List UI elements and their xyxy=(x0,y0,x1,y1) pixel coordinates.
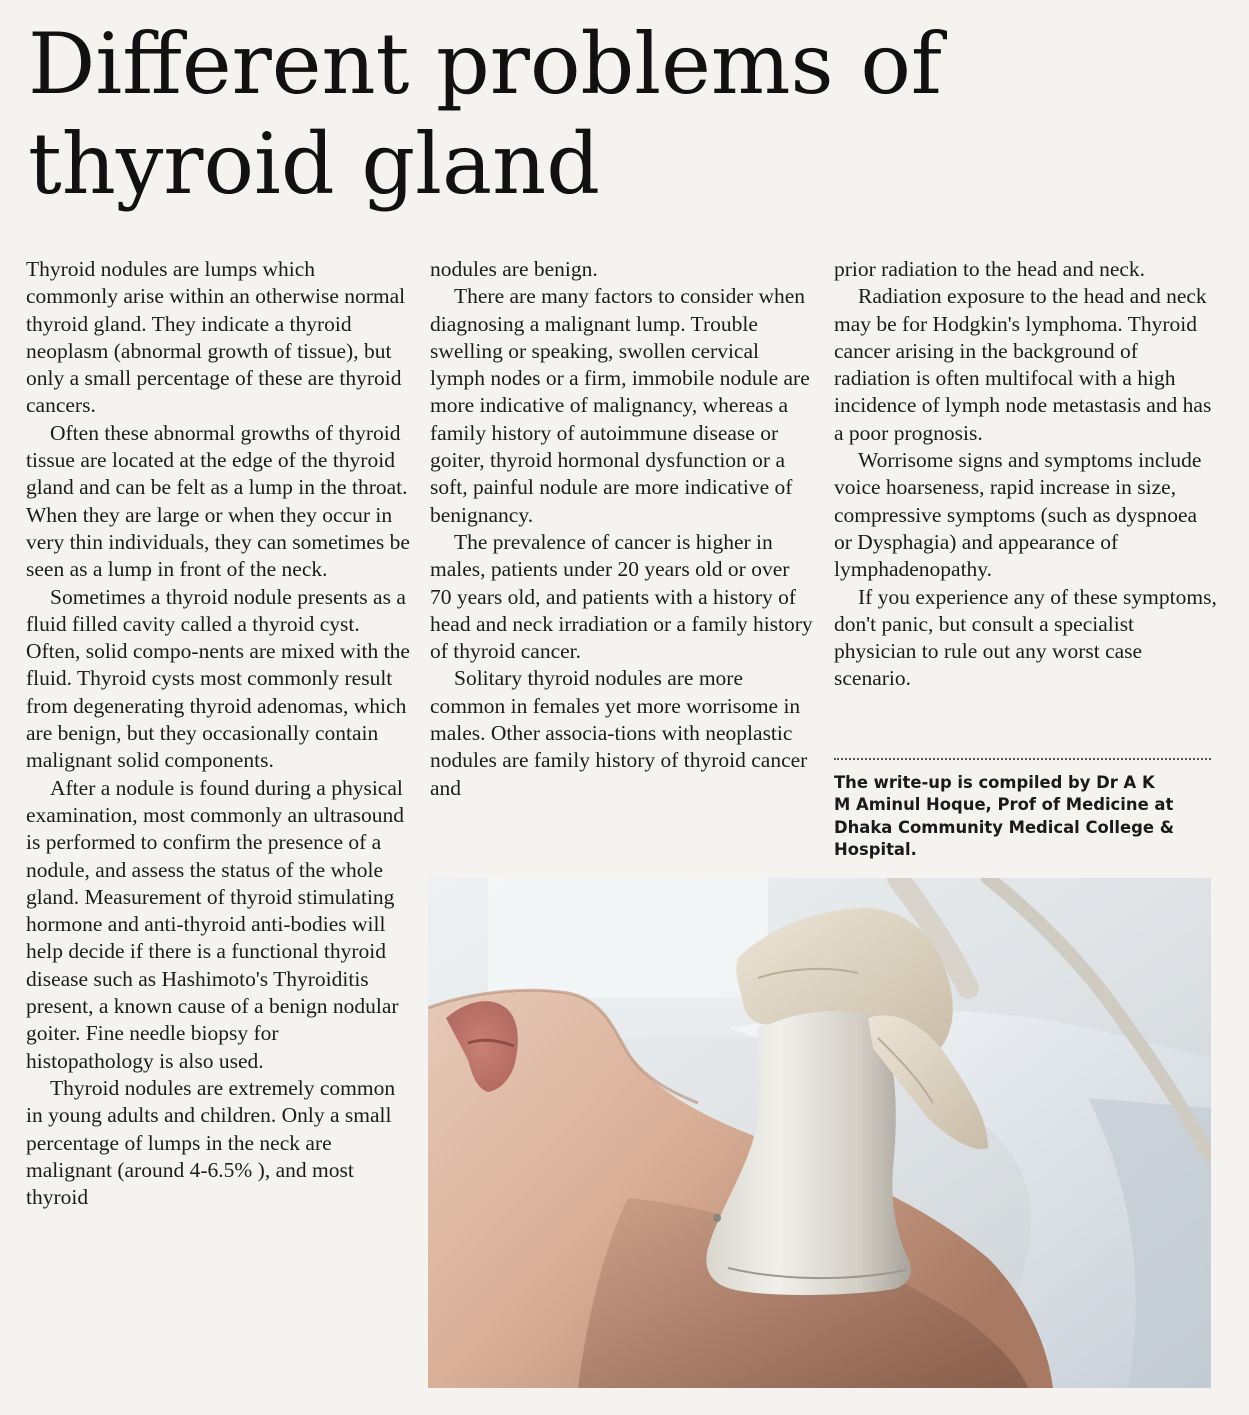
credit-line: The write-up is compiled by Dr A K xyxy=(834,773,1155,792)
article-column-2 xyxy=(430,256,815,802)
paragraph: Worrisome signs and symptoms include voice hoarseness, rapid increase in size, compressive symptoms (such as dyspnoea or Dysphagia) and appearance of lymphadenopathy. xyxy=(834,448,1202,582)
headline-line-1: Different problems of xyxy=(28,15,942,113)
ultrasound-neck-photo xyxy=(428,878,1211,1388)
article-headline xyxy=(28,14,1228,214)
paragraph: nodules are benign. xyxy=(430,257,598,281)
credit-line: Hospital. xyxy=(834,840,917,860)
paragraph: Thyroid nodules are lumps which commonly arise within an otherwise normal thyroid gland. They indicate a thyroid neoplasm (abnormal growth of tissue), but only a small percentage of these are thyroid cancers. xyxy=(26,257,406,418)
paragraph: Radiation exposure to the head and neck may be for Hodgkin's lymphoma. Thyroid cancer arising in the background of radiation is often multifocal with a high incidence of lymph node metastasis and has a poor prognosis. xyxy=(834,284,1212,445)
article-column-3 xyxy=(834,256,1219,693)
paragraph: If you experience any of these symptoms, don't panic, but consult a specialist physician to rule out any worst case scenario. xyxy=(834,584,1217,691)
paragraph: Thyroid nodules are extremely common in young adults and children. Only a small percentage of lumps in the neck are malignant (around 4-6.5% ), and most thyroid xyxy=(26,1075,396,1210)
paragraph: After a nodule is found during a physical examination, most commonly an ultrasound is performed to confirm the presence of a nodule, and assess the status of the whole gland. Measurement of thyroid stimulating hormone and anti-thyroid anti-bodies will help decide if there is a functional thyroid disease such as Hashimoto's Thyroiditis present, a known cause of a benign nodular goiter. Fine needle biopsy for histopathology is also used. xyxy=(26,775,404,1073)
paragraph: The prevalence of cancer is higher in males, patients under 20 years old or over 70 years old, and patients with a history of head and neck irradiation or a family history of thyroid cancer. xyxy=(430,529,813,664)
headline-line-2: thyroid gland xyxy=(28,115,600,213)
paragraph: Solitary thyroid nodules are more common in females yet more worrisome in males. Other associa-tions with neoplastic nodules are family history of thyroid cancer and xyxy=(430,666,808,800)
credit-line: M Aminul Hoque, Prof of Medicine at xyxy=(834,795,1174,815)
article-column-1 xyxy=(26,256,411,1211)
credit-line: Dhaka Community Medical College & xyxy=(834,817,1175,837)
paragraph: Often these abnormal growths of thyroid tissue are located at the edge of the thyroid gland and can be felt as a lump in the throat. When they are large or when they occur in very thin individuals, they can sometimes be seen as a lump in front of the neck. xyxy=(26,420,410,582)
paragraph: prior radiation to the head and neck. xyxy=(834,257,1146,281)
author-credit xyxy=(834,772,1219,862)
paragraph: Sometimes a thyroid nodule presents as a fluid filled cavity called a thyroid cyst. Often, solid compo-nents are mixed with the fluid. Thyroid cysts most commonly result from degenerating thyroid adenomas, which are benign, but they occasionally contain malignant solid components. xyxy=(26,584,410,773)
dotted-divider xyxy=(834,758,1211,760)
paragraph: There are many factors to consider when diagnosing a malignant lump. Trouble swelling or speaking, swollen cervical lymph nodes or a firm, immobile nodule are more indicative of malignancy, whereas a family history of autoimmune disease or goiter, thyroid hormonal dysfunction or a soft, painful nodule are more indicative of benignancy. xyxy=(430,284,810,527)
